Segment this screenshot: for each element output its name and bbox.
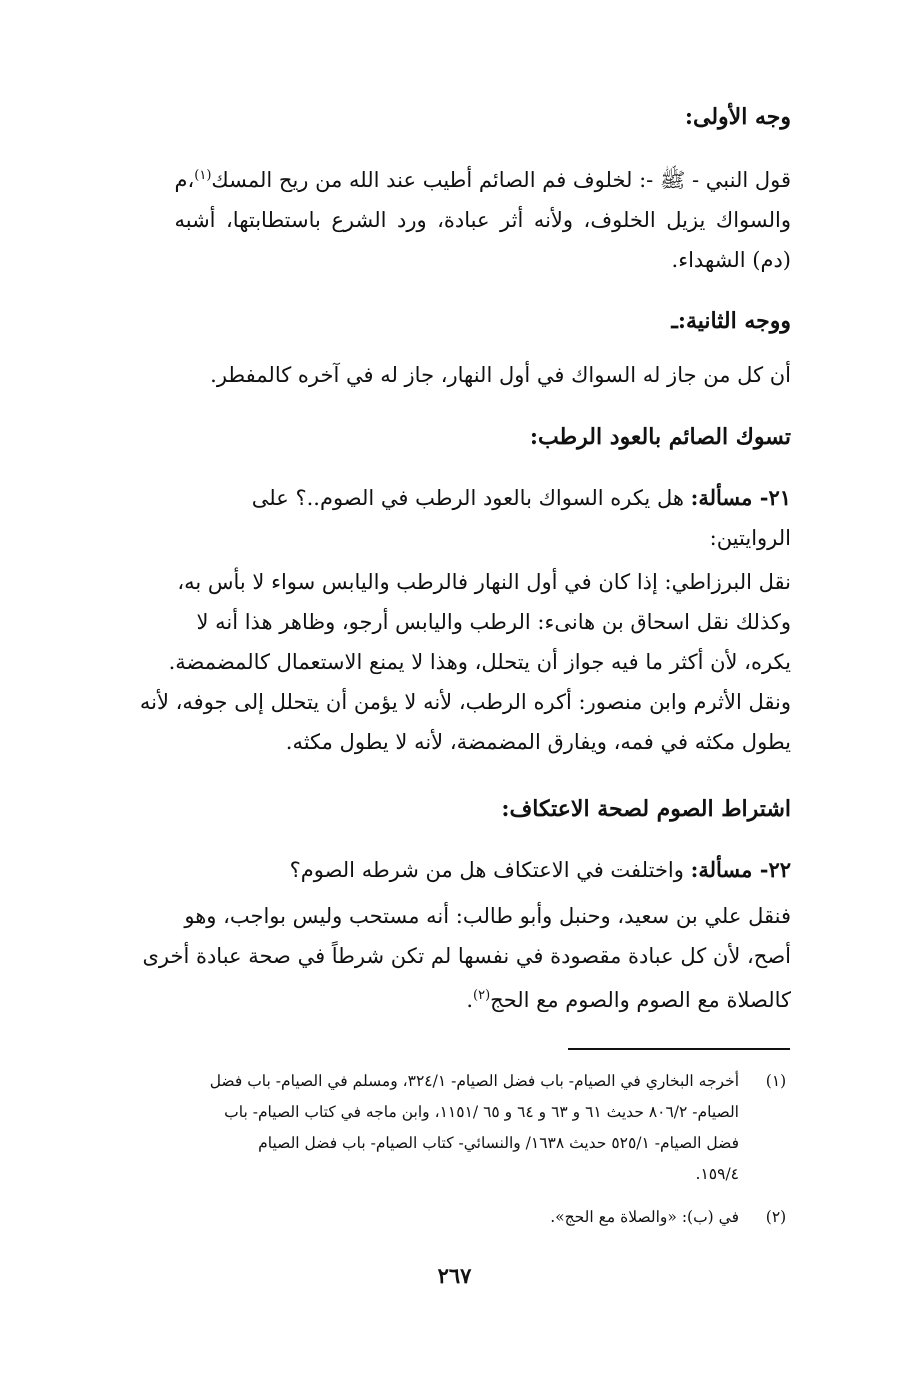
heading-first-view: وجه الأولى:: [684, 104, 791, 130]
paragraph-line: يكره، لأن أكثر ما فيه جواز أن يتحلل، وهذا لا يمنع الاستعمال كالمضمضة.: [168, 650, 791, 674]
footnote-body: [100, 1202, 739, 1233]
heading-itikaf: اشتراط الصوم لصحة الاعتكاف:: [501, 796, 791, 822]
footnote-line: ١٥٩/٤.: [695, 1165, 739, 1183]
paragraph-line: (دم) الشهداء.: [671, 248, 791, 272]
footnote-line: الصيام- ٨٠٦/٢ حديث ٦١ و ٦٣ و ٦٤ و ٦٥ /١١٥١، وابن ماجه في كتاب الصيام- باب: [224, 1103, 739, 1121]
paragraph-line: نقل البرزاطي: إذا كان في أول النهار فالرطب واليابس سواء لا بأس به،: [177, 570, 791, 594]
heading-second-view: ووجه الثانية:ـ: [671, 308, 791, 334]
question-text: هل يكره السواك بالعود الرطب في الصوم..؟ على: [251, 486, 684, 510]
footnote-line: في (ب): «والصلاة مع الحج».: [550, 1208, 739, 1226]
paragraph-second-view: أن كل من جاز له السواك في أول النهار، جاز له في آخره كالمفطر.: [210, 363, 791, 387]
footnote-number: (٢): [765, 1208, 787, 1226]
paragraph-line: يطول مكثه في فمه، ويفارق المضمضة، لأنه لا يطول مكثه.: [285, 730, 791, 754]
line-text: قول النبي - ﷺ -: لخلوف فم الصائم أطيب عند الله من ريح المسك: [211, 168, 791, 192]
footnote-marker[interactable]: (٢): [473, 988, 491, 1003]
line-tail: ،م: [174, 168, 195, 192]
question-21: [252, 478, 791, 558]
line-tail: .: [466, 988, 474, 1012]
paragraph-line: وكذلك نقل اسحاق بن هانىء: الرطب واليابس أرجو، وظاهر هذا أنه لا: [196, 610, 791, 634]
paragraph-line: فنقل علي بن سعيد، وحنبل وأبو طالب: أنه مستحب وليس بواجب، وهو: [184, 904, 791, 928]
heading-wet-stick: تسوك الصائم بالعود الرطب:: [529, 424, 791, 450]
paragraph-line: أصح، لأن كل عبادة مقصودة في نفسها لم تكن شرطاً في صحة عبادة أخرى: [142, 944, 791, 968]
paragraph-itikaf: [142, 896, 791, 1020]
paragraph-narrations: [140, 562, 791, 762]
paragraph-first-view: [174, 156, 791, 280]
question-line: الروايتين:: [709, 526, 791, 550]
question-number: ٢١- مسألة:: [690, 485, 791, 510]
question-line: [252, 478, 791, 518]
footnote-number: (١): [765, 1072, 787, 1090]
question-text: واختلفت في الاعتكاف هل من شرطه الصوم؟: [289, 858, 684, 882]
footnote-line: فضل الصيام- ٥٢٥/١ حديث ١٦٣٨/ والنسائي- كتاب الصيام- باب فضل الصيام: [258, 1134, 739, 1152]
line-text: كالصلاة مع الصوم والصوم مع الحج: [490, 988, 791, 1012]
paragraph-line: [142, 976, 791, 1020]
paragraph-line: [174, 156, 791, 200]
page-number: ٢٦٧: [437, 1263, 472, 1288]
footnote-line: أخرجه البخاري في الصيام- باب فضل الصيام- ٣٢٤/١، ومسلم في الصيام- باب فضل: [209, 1072, 739, 1090]
question-22: [290, 850, 791, 890]
footnote-separator: [568, 1048, 790, 1050]
footnote-1: [100, 1066, 791, 1190]
paragraph-line: ونقل الأثرم وابن منصور: أكره الرطب، لأنه لا يؤمن أن يتحلل إلى جوفه، لأنه: [139, 690, 791, 714]
paragraph-line: والسواك يزيل الخلوف، ولأنه أثر عبادة، ورد الشرع باستطابتها، أشبه: [174, 208, 791, 232]
footnote-body: [100, 1066, 739, 1190]
footnote-2: [100, 1202, 791, 1233]
question-number: ٢٢- مسألة:: [690, 857, 791, 882]
footnote-marker[interactable]: (١): [194, 168, 212, 183]
